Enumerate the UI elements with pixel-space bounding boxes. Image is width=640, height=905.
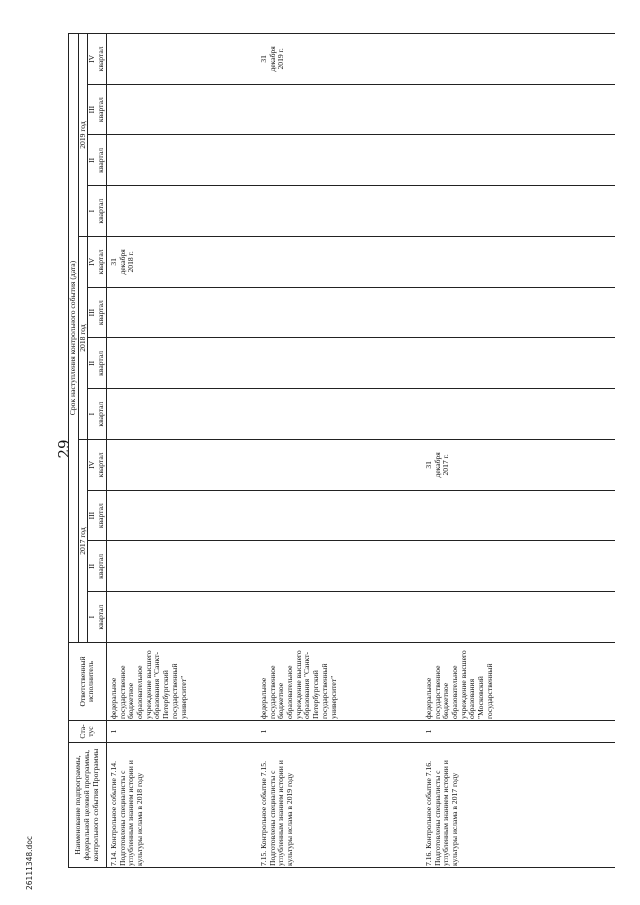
event-executor: федеральное государственное бюджетное образовательное учреждение высшего образования "Московский государственный [425, 643, 615, 721]
event-executor: федеральное государственное бюджетное образовательное учреждение высшего образования "Санкт-Петербургский государственный университет" [106, 643, 260, 721]
document-filename: 26111348.doc [25, 835, 34, 890]
event-name: 7.14. Контрольное событие 7.14. Подготовлены специалисты с углубленным знанием истории и культуры ислама в 2018 году [106, 743, 260, 868]
header-quarter: I квартал [88, 186, 106, 237]
header-executor: Ответственный исполнитель [69, 643, 107, 721]
header-quarter: II квартал [88, 541, 106, 592]
event-name: 7.16. Контрольное событие 7.16. Подготовлены специалисты с углубленным знанием истории и культуры ислама в 2017 году [425, 743, 615, 868]
event-date: 31 декабря 2019 г. [260, 34, 425, 85]
table-row [260, 34, 425, 868]
header-year-2017: 2017 год [78, 440, 88, 643]
header-deadline: Срок наступления контрольного события (дата) [69, 34, 79, 643]
header-quarter: IV квартал [88, 237, 106, 288]
event-status: 1 [425, 721, 615, 743]
control-events-table [68, 33, 615, 868]
event-status: 1 [260, 721, 425, 743]
table-row [106, 34, 260, 868]
event-date: 31 декабря 2018 г. [106, 237, 260, 288]
header-quarter: IV квартал [88, 34, 106, 85]
event-name: 7.15. Контрольное событие 7.15. Подготовлены специалисты с углубленным знанием истории и культуры ислама в 2019 году [260, 743, 425, 868]
header-quarter: II квартал [88, 338, 106, 389]
event-status: 1 [106, 721, 260, 743]
event-executor: федеральное государственное бюджетное образовательное учреждение высшего образования "Санкт-Петербургский государственный университет" [260, 643, 425, 721]
header-quarter: III квартал [88, 287, 106, 338]
header-year-2018: 2018 год [78, 237, 88, 440]
header-quarter: I квартал [88, 389, 106, 440]
rotated-table-container [68, 33, 633, 868]
table-row [425, 34, 615, 868]
header-year-2019: 2019 год [78, 34, 88, 237]
header-name: Наименование подпрограммы, федеральной целевой программы, контрольного события Программы [69, 743, 107, 868]
header-quarter: III квартал [88, 84, 106, 135]
header-quarter: II квартал [88, 135, 106, 186]
header-quarter: IV квартал [88, 440, 106, 491]
header-quarter: I квартал [88, 592, 106, 643]
header-status: Ста-тус [69, 721, 107, 743]
page-number: 29 [55, 439, 73, 459]
header-quarter: III квартал [88, 490, 106, 541]
event-date: 31 декабря 2017 г. [425, 440, 615, 491]
